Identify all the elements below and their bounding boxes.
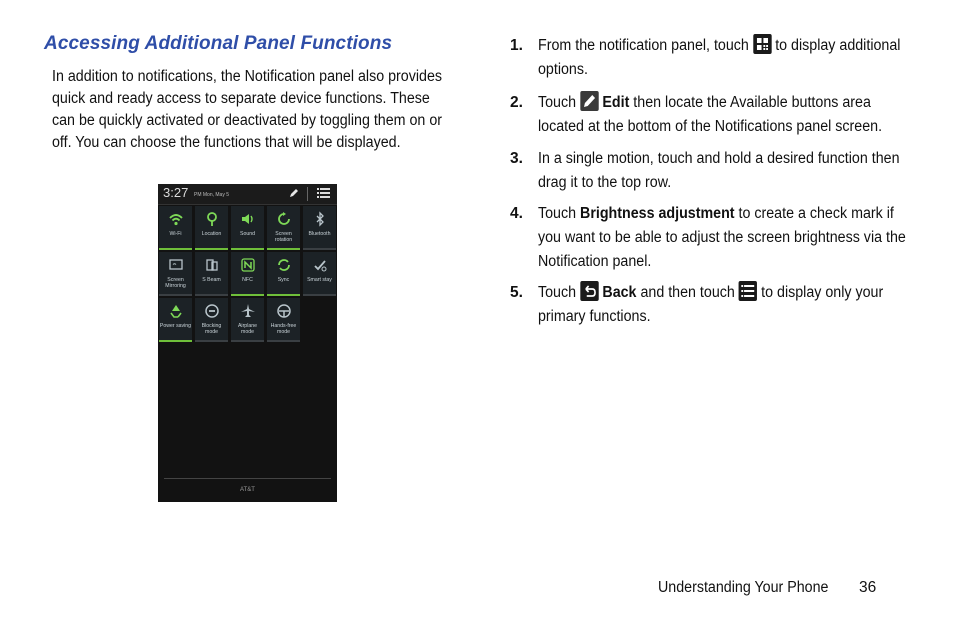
quick-setting-tile[interactable] bbox=[267, 298, 300, 342]
carrier-label: AT&T bbox=[240, 487, 255, 493]
quick-setting-tile[interactable] bbox=[195, 298, 228, 342]
step-text-end: to display only your primary functions. bbox=[538, 284, 884, 325]
rotation-icon bbox=[276, 211, 292, 227]
step-text: Touch bbox=[538, 205, 577, 222]
hands-free-icon bbox=[276, 303, 292, 319]
back-icon bbox=[580, 281, 598, 301]
tile-label: S Beam bbox=[202, 277, 221, 283]
step-number: 2. bbox=[510, 94, 523, 111]
blocking-mode-icon bbox=[204, 303, 220, 319]
step-bold: Brightness adjustment bbox=[580, 205, 735, 222]
quick-setting-tile[interactable] bbox=[159, 252, 192, 296]
quick-setting-tile[interactable] bbox=[231, 298, 264, 342]
tile-label: Sound bbox=[239, 231, 255, 237]
quick-setting-tile[interactable] bbox=[267, 206, 300, 250]
footer-chapter: Understanding Your Phone bbox=[658, 579, 829, 596]
tile-label: Hands-free mode bbox=[270, 323, 297, 335]
smart-stay-icon bbox=[312, 257, 328, 273]
s-beam-icon bbox=[204, 257, 220, 273]
sync-icon bbox=[276, 257, 292, 273]
section-title: Accessing Additional Panel Functions bbox=[44, 33, 393, 54]
step-text: Touch bbox=[538, 94, 577, 111]
quick-setting-tile[interactable] bbox=[267, 252, 300, 296]
page-number: 36 bbox=[859, 579, 877, 596]
bluetooth-icon bbox=[312, 211, 328, 227]
tile-label: Bluetooth bbox=[308, 231, 331, 237]
quick-setting-tile[interactable] bbox=[231, 252, 264, 296]
step-text-cont: to display additional options. bbox=[538, 37, 901, 78]
quick-setting-tile[interactable] bbox=[159, 206, 192, 250]
airplane-icon bbox=[240, 303, 256, 319]
quick-setting-tile[interactable] bbox=[159, 298, 192, 342]
divider bbox=[164, 478, 331, 479]
tile-label: Location bbox=[201, 231, 222, 237]
pencil-icon bbox=[580, 91, 598, 111]
list-view-icon bbox=[739, 281, 757, 301]
step-bold: Edit bbox=[602, 94, 630, 111]
power-saving-icon bbox=[168, 303, 184, 319]
step-text-cont: to create a check mark if you want to be able to adjust the screen brightness via the Notification panel. bbox=[538, 205, 906, 270]
status-bar bbox=[158, 184, 337, 205]
edit-icon[interactable] bbox=[288, 187, 300, 199]
notification-panel-screenshot bbox=[158, 184, 337, 502]
step-number: 4. bbox=[510, 205, 523, 222]
intro-paragraph: In addition to notifications, the Notification panel also provides quick and ready access to separate device functions. These can be quickly activated or deactivated by toggling them on or off. You can choose the functions that will be displayed. bbox=[52, 68, 443, 151]
tile-label: NFC bbox=[242, 277, 253, 283]
tile-label: Airplane mode bbox=[237, 323, 258, 335]
step-text-cont: then locate the Available buttons area located at the bottom of the Notifications panel screen. bbox=[538, 94, 883, 135]
clock: 3:27 bbox=[163, 185, 189, 200]
tile-label: Smart stay bbox=[307, 277, 332, 283]
nfc-icon bbox=[240, 257, 256, 273]
tile-label: Sync bbox=[277, 277, 290, 283]
tile-label: Screen Mirroring bbox=[165, 277, 186, 289]
quick-setting-tile[interactable] bbox=[195, 206, 228, 250]
step-number: 1. bbox=[510, 37, 523, 54]
status-divider bbox=[307, 187, 308, 201]
step-text: Touch bbox=[538, 284, 577, 301]
wifi-icon bbox=[168, 211, 184, 227]
list-view-icon[interactable] bbox=[317, 187, 330, 199]
date: PM Mon, May 5 bbox=[194, 192, 230, 198]
screen-mirroring-icon bbox=[168, 257, 184, 273]
step-number: 5. bbox=[510, 284, 523, 301]
step-number: 3. bbox=[510, 150, 523, 167]
step-text: In a single motion, touch and hold a desired function then drag it to the top row. bbox=[538, 150, 900, 191]
grid-view-icon bbox=[753, 34, 771, 54]
sound-icon bbox=[240, 211, 256, 227]
quick-setting-tile[interactable] bbox=[195, 252, 228, 296]
tile-label: Wi-Fi bbox=[169, 231, 182, 237]
tile-label: Screen rotation bbox=[274, 231, 293, 243]
step-text-cont: and then touch bbox=[640, 284, 735, 301]
tile-label: Blocking mode bbox=[201, 323, 222, 335]
step-text: From the notification panel, touch bbox=[538, 37, 749, 54]
quick-setting-tile[interactable] bbox=[303, 252, 336, 296]
quick-setting-tile[interactable] bbox=[231, 206, 264, 250]
quick-setting-tile[interactable] bbox=[303, 206, 336, 250]
step-bold: Back bbox=[602, 284, 637, 301]
tile-label: Power saving bbox=[159, 323, 192, 329]
location-icon bbox=[204, 211, 220, 227]
